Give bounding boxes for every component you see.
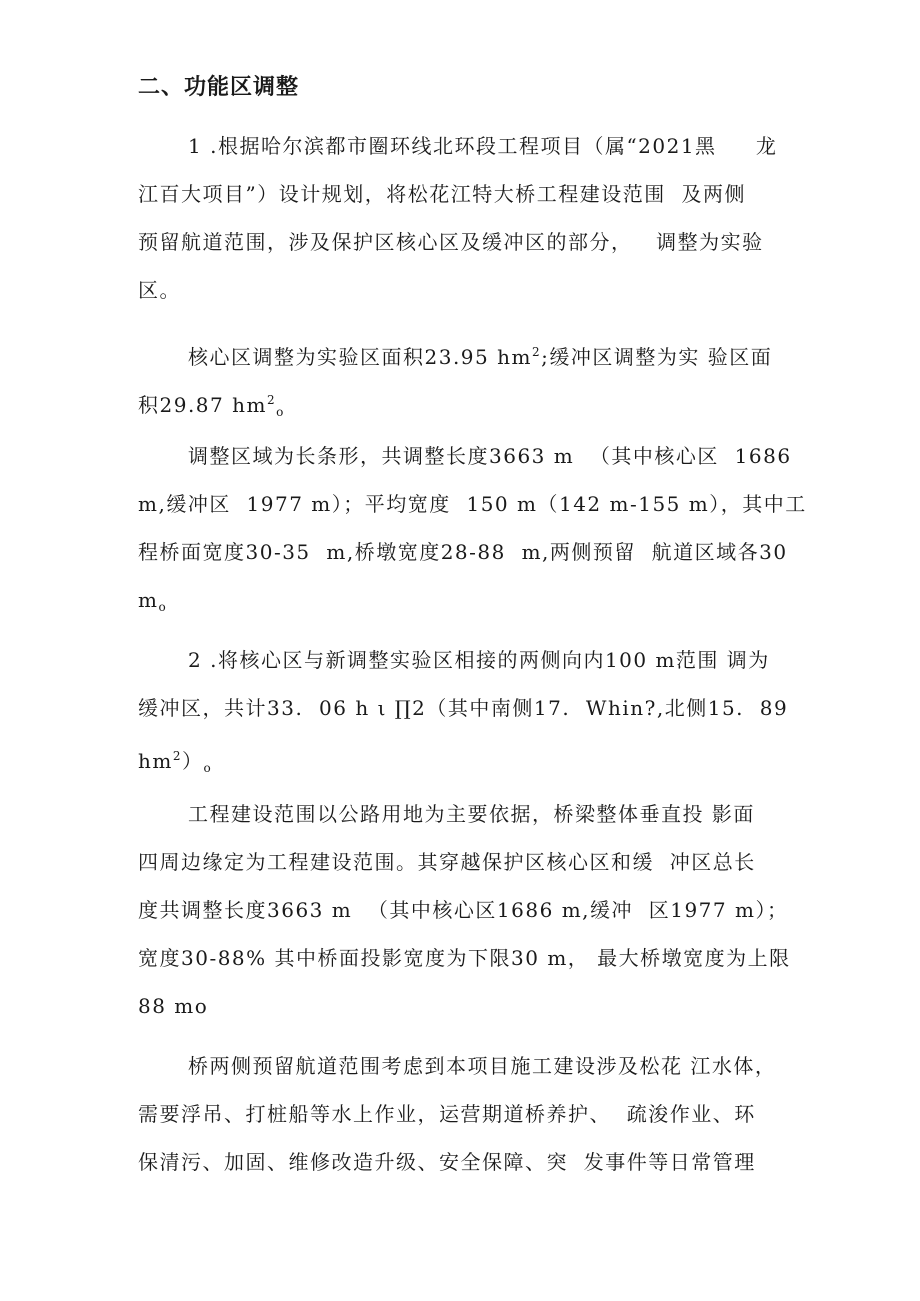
text-line: 缓冲区，共计33. 06 h ι ∏2（其中南侧17. Whin?,北侧15. 89 (138, 696, 789, 720)
subscript: o (158, 600, 168, 614)
text-line: 调整区域为长条形，共调整长度3663 m （其中核心区 1686 (188, 444, 792, 468)
text-line: 程桥面宽度30-35 m,桥墩宽度28-88 m,两侧预留 航道区域各30 (138, 540, 788, 564)
superscript: 2 (266, 393, 277, 407)
text-segment: ） (182, 749, 204, 773)
paragraph-5 (138, 790, 806, 1030)
text-segment: ;缓冲区调整为实 验区面 (541, 345, 773, 369)
text-line: 2 .将核心区与新调整实验区相接的两侧向内100 m范围 调为 (188, 648, 770, 672)
text-line (138, 376, 806, 424)
subscript: o (203, 761, 213, 775)
text-line: 工程建设范围以公路用地为主要依据，桥梁整体垂直投 影面 (188, 802, 755, 826)
text-line: 1 .根据哈尔滨都市圈环线北环段工程项目（属“2021黑 龙 (188, 134, 778, 158)
text-line: 预留航道范围，涉及保护区核心区及缓冲区的部分， 调整为实验 (138, 230, 764, 254)
text-line (138, 328, 806, 376)
section-title: 二、功能区调整 (138, 75, 300, 100)
subscript: o (276, 405, 285, 419)
paragraph-2 (138, 328, 806, 424)
text-line (138, 576, 806, 624)
superscript: 2 (172, 749, 182, 763)
text-line: m,缓冲区 1977 m）；平均宽度 150 m（142 m-155 m），其中工 (138, 492, 807, 516)
text-segment: m (138, 588, 159, 612)
paragraph-4 (138, 636, 806, 780)
superscript: 2 (531, 345, 542, 359)
text-segment: hm (138, 749, 173, 773)
text-line: 四周边缘定为工程建设范围。其穿越保护区核心区和缓 冲区总长 (138, 850, 756, 874)
text-line: 桥两侧预留航道范围考虑到本项目施工建设涉及松花 江水体， (188, 1054, 777, 1078)
text-line: 度共调整长度3663 m （其中核心区1686 m,缓冲 区1977 m）； (138, 898, 789, 922)
text-line: 保清污、加固、维修改造升级、安全保障、突 发事件等日常管理 (138, 1150, 756, 1174)
text-line: 88 mo (138, 994, 209, 1018)
paragraph-3 (138, 432, 806, 624)
text-line: 宽度30-88% 其中桥面投影宽度为下限30 m， 最大桥墩宽度为上限 (138, 946, 791, 970)
text-segment: 积29.87 hm (138, 393, 267, 417)
text-line: 需要浮吊、打桩船等水上作业，运营期道桥养护、 疏浚作业、环 (138, 1102, 756, 1126)
text-segment: 核心区调整为实验区面积23.95 hm (188, 345, 532, 369)
paragraph-1 (138, 122, 806, 314)
paragraph-6 (138, 1042, 806, 1186)
text-line: 区。 (138, 278, 181, 302)
text-line: 江百大项目”）设计规划，将松花江特大桥工程建设范围 及两侧 (138, 182, 746, 206)
text-line (138, 732, 806, 780)
